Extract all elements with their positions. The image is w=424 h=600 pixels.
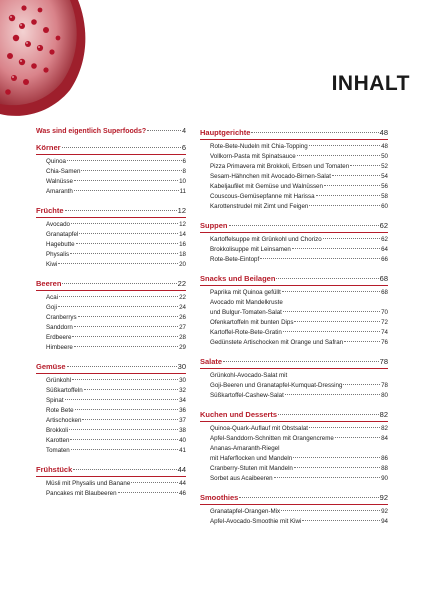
- page-title: INHALT: [331, 72, 410, 95]
- toc-section-heading[interactable]: [200, 128, 388, 138]
- entry-page: 30: [179, 377, 186, 384]
- entry-label: Physalis: [46, 251, 70, 258]
- dot-leader: [82, 419, 178, 420]
- toc-section-heading[interactable]: [36, 279, 186, 289]
- dot-leader: [316, 195, 381, 196]
- entry-label: Sesam-Hähnchen mit Avocado-Birnen-Salat: [210, 173, 331, 180]
- entry-label: Süßkartoffeln: [46, 387, 83, 394]
- toc-left-column: [36, 128, 186, 508]
- entry-label: Walnüsse: [46, 178, 73, 185]
- toc-entry[interactable]: [200, 464, 388, 474]
- entry-label: Pizza Primavera mit Brokkoli, Erbsen und Tomaten: [210, 163, 350, 170]
- toc-section-heading[interactable]: [200, 221, 388, 231]
- dot-leader: [260, 258, 380, 259]
- entry-page: 29: [179, 344, 186, 351]
- entry-page: 66: [381, 256, 388, 263]
- entry-page: 40: [179, 437, 186, 444]
- dot-leader: [76, 243, 179, 244]
- entry-label: Tomaten: [46, 447, 70, 454]
- toc-section: [36, 465, 186, 499]
- dot-leader: [69, 429, 178, 430]
- dot-leader: [62, 283, 176, 284]
- dot-leader: [79, 233, 178, 234]
- toc-entry[interactable]: [200, 444, 388, 454]
- dot-leader: [229, 225, 379, 226]
- toc-entry[interactable]: [36, 406, 186, 416]
- entry-page: 48: [381, 143, 388, 150]
- entry-label: Himbeere: [46, 344, 73, 351]
- dot-leader: [58, 263, 178, 264]
- toc-section: [200, 357, 388, 401]
- entry-page: 27: [179, 324, 186, 331]
- entry-page: 52: [381, 163, 388, 170]
- entry-label: Grünkohl: [46, 377, 72, 384]
- dot-leader: [294, 321, 380, 322]
- toc-section: [36, 362, 186, 456]
- dot-leader: [78, 316, 179, 317]
- entry-page: 62: [381, 236, 388, 243]
- dot-leader: [274, 477, 381, 478]
- toc-intro-entry[interactable]: [36, 128, 186, 135]
- dot-leader: [70, 439, 178, 440]
- toc-section: [200, 410, 388, 484]
- dot-leader: [84, 389, 178, 390]
- section-divider: [200, 285, 388, 286]
- toc-section-heading[interactable]: [200, 274, 388, 284]
- dot-leader: [74, 180, 178, 181]
- entry-page: 80: [381, 392, 388, 399]
- entry-label: Kabeljaufilet mit Gemüse und Walnüssen: [210, 183, 323, 190]
- toc-entry[interactable]: [36, 220, 186, 230]
- entry-label: Apfel-Avocado-Smoothie mit Kiwi: [210, 518, 302, 525]
- toc-entry[interactable]: [200, 288, 388, 298]
- toc-entry[interactable]: [36, 489, 186, 499]
- dot-leader: [73, 469, 176, 470]
- entry-label: Rote-Bete-Nudeln mit Chia-Topping: [210, 143, 308, 150]
- entry-label: Erdbeere: [46, 334, 72, 341]
- dot-leader: [276, 278, 378, 279]
- entry-page: 11: [179, 188, 186, 195]
- section-page: 30: [177, 362, 186, 371]
- dot-leader: [223, 361, 379, 362]
- toc-right-column: [200, 128, 388, 536]
- toc-entry[interactable]: [200, 162, 388, 172]
- entry-page: 94: [381, 518, 388, 525]
- toc-intro-label: Was sind eigentlich Superfoods?: [36, 128, 147, 135]
- entry-page: 82: [381, 425, 388, 432]
- toc-entry[interactable]: [200, 391, 388, 401]
- entry-label: Müsli mit Physalis und Banane: [46, 480, 131, 487]
- dot-leader: [283, 331, 380, 332]
- toc-section: [200, 274, 388, 348]
- toc-entry[interactable]: [36, 333, 186, 343]
- toc-entry[interactable]: [36, 230, 186, 240]
- section-page: 44: [177, 465, 186, 474]
- dot-leader: [309, 145, 380, 146]
- entry-page: 10: [179, 178, 186, 185]
- entry-page: 68: [381, 289, 388, 296]
- section-page: 68: [379, 274, 388, 283]
- section-divider: [200, 139, 388, 140]
- dot-leader: [294, 467, 380, 468]
- dot-leader: [62, 147, 181, 148]
- section-divider: [200, 504, 388, 505]
- dot-leader: [71, 449, 178, 450]
- entry-page: 74: [381, 329, 388, 336]
- toc-entry[interactable]: [36, 260, 186, 270]
- section-divider: [200, 421, 388, 422]
- toc-section-heading[interactable]: [36, 143, 186, 153]
- toc-section-heading[interactable]: [36, 206, 186, 216]
- entry-page: 58: [381, 193, 388, 200]
- section-divider: [200, 232, 388, 233]
- entry-label: Avocado: [46, 221, 70, 228]
- toc-entry[interactable]: [200, 434, 388, 444]
- entry-label: Quinoa: [46, 158, 66, 165]
- section-title: Salate: [200, 357, 223, 366]
- dot-leader: [323, 238, 380, 239]
- toc-section-heading[interactable]: [36, 465, 186, 475]
- section-page: 78: [379, 357, 388, 366]
- dot-leader: [282, 291, 380, 292]
- section-page: 22: [177, 279, 186, 288]
- toc-entry[interactable]: [36, 376, 186, 386]
- entry-label: Rote Bete: [46, 407, 74, 414]
- dot-leader: [67, 366, 177, 367]
- toc-section: [36, 279, 186, 353]
- entry-page: 32: [179, 387, 186, 394]
- toc-entry[interactable]: [36, 177, 186, 187]
- entry-label: Quinoa-Quark-Auflauf mit Obstsalat: [210, 425, 309, 432]
- entry-page: 86: [381, 455, 388, 462]
- toc-entry[interactable]: [200, 507, 388, 517]
- entry-page: 70: [381, 309, 388, 316]
- dot-leader: [72, 336, 178, 337]
- entry-label: Chia-Samen: [46, 168, 81, 175]
- toc-entry[interactable]: [200, 454, 388, 464]
- toc-section: [36, 143, 186, 197]
- dot-leader: [70, 253, 178, 254]
- entry-page: 84: [381, 435, 388, 442]
- entry-page: 41: [179, 447, 186, 454]
- entry-page: 14: [179, 231, 186, 238]
- toc-entry[interactable]: [36, 436, 186, 446]
- entry-page: 38: [179, 427, 186, 434]
- entry-page: 46: [179, 490, 186, 497]
- toc-section-heading[interactable]: [200, 357, 388, 367]
- entry-page: 90: [381, 475, 388, 482]
- toc-entry[interactable]: [200, 172, 388, 182]
- dot-leader: [324, 185, 380, 186]
- entry-label: Karottenstrudel mit Zimt und Feigen: [210, 203, 309, 210]
- entry-page: 64: [381, 246, 388, 253]
- toc-entry[interactable]: [200, 298, 388, 308]
- section-title: Beeren: [36, 279, 62, 288]
- entry-page: 34: [179, 397, 186, 404]
- dot-leader: [67, 160, 182, 161]
- dot-leader: [71, 223, 178, 224]
- dot-leader: [65, 210, 177, 211]
- toc-entry[interactable]: [36, 167, 186, 177]
- entry-label: Goji: [46, 304, 58, 311]
- dot-leader: [251, 132, 378, 133]
- entry-label: Hagebutte: [46, 241, 75, 248]
- dot-leader: [131, 482, 178, 483]
- toc-entry[interactable]: [36, 157, 186, 167]
- toc-entry[interactable]: [200, 371, 388, 381]
- dot-leader: [293, 457, 380, 458]
- toc-entry[interactable]: [200, 517, 388, 527]
- dot-leader: [278, 414, 379, 415]
- entry-page: 72: [381, 319, 388, 326]
- toc-entry[interactable]: [36, 250, 186, 260]
- entry-label: Kiwi: [46, 261, 58, 268]
- toc-entry[interactable]: [200, 308, 388, 318]
- entry-page: 8: [182, 168, 186, 175]
- toc-entry[interactable]: [200, 192, 388, 202]
- entry-label: Rote-Bete-Eintopf: [210, 256, 260, 263]
- entry-label: Kartoffelsuppe mit Grünkohl und Chorizo: [210, 236, 322, 243]
- section-title: Smoothies: [200, 493, 239, 502]
- entry-label: Artischocken: [46, 417, 82, 424]
- toc-entry[interactable]: [36, 323, 186, 333]
- toc-entry[interactable]: [36, 416, 186, 426]
- toc-section-heading[interactable]: [200, 493, 388, 503]
- entry-label: Granatapfel-Orangen-Mix: [210, 508, 281, 515]
- section-title: Körner: [36, 143, 61, 152]
- toc-entry[interactable]: [200, 381, 388, 391]
- dot-leader: [118, 492, 179, 493]
- entry-page: 44: [179, 480, 186, 487]
- dot-leader: [239, 497, 378, 498]
- toc-entry[interactable]: [36, 343, 186, 353]
- toc-entry[interactable]: [36, 240, 186, 250]
- dot-leader: [309, 427, 380, 428]
- entry-page: 92: [381, 508, 388, 515]
- entry-label: Avocado mit Mandelkruste: [210, 299, 283, 306]
- entry-label: Sanddorn: [46, 324, 73, 331]
- toc-entry[interactable]: [200, 142, 388, 152]
- section-page: 12: [177, 206, 186, 215]
- dot-leader: [344, 341, 380, 342]
- toc-entry[interactable]: [200, 424, 388, 434]
- pomegranate-image: [0, 0, 90, 118]
- entry-page: 20: [179, 261, 186, 268]
- entry-page: 6: [182, 158, 186, 165]
- dot-leader: [281, 510, 380, 511]
- section-divider: [36, 290, 186, 291]
- toc-section: [36, 206, 186, 270]
- entry-page: 78: [381, 382, 388, 389]
- dot-leader: [74, 326, 178, 327]
- entry-label: Karotten: [46, 437, 70, 444]
- section-title: Frühstück: [36, 465, 73, 474]
- entry-label: Cranberrys: [46, 314, 77, 321]
- dot-leader: [75, 409, 179, 410]
- entry-label: Apfel-Sanddorn-Schnitten mit Orangencreme: [210, 435, 334, 442]
- section-title: Snacks und Beilagen: [200, 274, 276, 283]
- dot-leader: [65, 399, 179, 400]
- entry-label: Cranberry-Stuten mit Mandeln: [210, 465, 293, 472]
- section-page: 6: [181, 143, 186, 152]
- entry-label: Brokkolisuppe mit Leinsamen: [210, 246, 291, 253]
- dot-leader: [147, 130, 181, 131]
- dot-leader: [74, 346, 178, 347]
- dot-leader: [292, 248, 380, 249]
- toc-entry[interactable]: [36, 426, 186, 436]
- entry-label: Ofenkartoffeln mit bunten Dips: [210, 319, 294, 326]
- entry-page: 26: [179, 314, 186, 321]
- dot-leader: [81, 170, 181, 171]
- dot-leader: [343, 384, 380, 385]
- dot-leader: [59, 296, 178, 297]
- dot-leader: [297, 155, 380, 156]
- dot-leader: [350, 165, 380, 166]
- entry-label: Amaranth: [46, 188, 73, 195]
- entry-label: Grünkohl-Avocado-Salat mit: [210, 372, 288, 379]
- toc-entry[interactable]: [36, 396, 186, 406]
- toc-section: [200, 221, 388, 265]
- toc-entry[interactable]: [200, 474, 388, 484]
- entry-label: mit Haferflocken und Mandeln: [210, 455, 293, 462]
- toc-entry[interactable]: [36, 187, 186, 197]
- toc-entry[interactable]: [200, 182, 388, 192]
- entry-label: Brokkoli: [46, 427, 69, 434]
- entry-label: Gedünstete Artischocken mit Orange und Safran: [210, 339, 344, 346]
- entry-label: Pancakes mit Blaubeeren: [46, 490, 117, 497]
- dot-leader: [335, 437, 380, 438]
- entry-page: 18: [179, 251, 186, 258]
- entry-label: Granatapfel: [46, 231, 79, 238]
- entry-label: Paprika mit Quinoa gefüllt: [210, 289, 281, 296]
- entry-label: Süßkartoffel-Cashew-Salat: [210, 392, 284, 399]
- entry-page: 37: [179, 417, 186, 424]
- toc-intro-page: 4: [182, 128, 186, 135]
- dot-leader: [72, 379, 178, 380]
- toc-entry[interactable]: [36, 303, 186, 313]
- entry-label: Spinat: [46, 397, 64, 404]
- toc-entry[interactable]: [200, 202, 388, 212]
- entry-page: 28: [179, 334, 186, 341]
- entry-label: Couscous-Gemüsepfanne mit Harissa: [210, 193, 315, 200]
- entry-page: 24: [179, 304, 186, 311]
- entry-label: Ananas-Amaranth-Riegel: [210, 445, 280, 452]
- entry-label: Acai: [46, 294, 59, 301]
- section-title: Früchte: [36, 206, 64, 215]
- entry-page: 60: [381, 203, 388, 210]
- section-page: 62: [379, 221, 388, 230]
- toc-entry[interactable]: [36, 446, 186, 456]
- entry-page: 54: [381, 173, 388, 180]
- toc-section: [200, 493, 388, 527]
- entry-page: 36: [179, 407, 186, 414]
- section-title: Gemüse: [36, 362, 66, 371]
- entry-page: 50: [381, 153, 388, 160]
- dot-leader: [58, 306, 178, 307]
- entry-label: Sorbet aus Acaibeeren: [210, 475, 273, 482]
- toc-entry[interactable]: [200, 328, 388, 338]
- dot-leader: [302, 520, 380, 521]
- toc-entry[interactable]: [36, 313, 186, 323]
- toc-section-heading[interactable]: [200, 410, 388, 420]
- toc-entry[interactable]: [36, 386, 186, 396]
- section-divider: [36, 217, 186, 218]
- entry-page: 12: [179, 221, 186, 228]
- section-title: Kuchen und Desserts: [200, 410, 278, 419]
- section-divider: [36, 373, 186, 374]
- section-page: 82: [379, 410, 388, 419]
- toc-entry[interactable]: [200, 235, 388, 245]
- dot-leader: [309, 205, 380, 206]
- dot-leader: [332, 175, 380, 176]
- toc-entry[interactable]: [200, 245, 388, 255]
- section-title: Suppen: [200, 221, 228, 230]
- section-title: Hauptgerichte: [200, 128, 251, 137]
- toc-entry[interactable]: [200, 318, 388, 328]
- entry-label: und Bulgur-Tomaten-Salat: [210, 309, 282, 316]
- dot-leader: [283, 311, 380, 312]
- section-divider: [36, 154, 186, 155]
- entry-page: 76: [381, 339, 388, 346]
- entry-page: 56: [381, 183, 388, 190]
- toc-section-heading[interactable]: [36, 362, 186, 372]
- entry-label: Goji-Beeren und Granatapfel-Kumquat-Dressing: [210, 382, 343, 389]
- toc-entry[interactable]: [200, 338, 388, 348]
- dot-leader: [74, 190, 179, 191]
- entry-label: Vollkorn-Pasta mit Spinatsauce: [210, 153, 296, 160]
- toc-entry[interactable]: [36, 479, 186, 489]
- toc-section: [200, 128, 388, 212]
- entry-page: 88: [381, 465, 388, 472]
- section-page: 48: [379, 128, 388, 137]
- section-page: 92: [379, 493, 388, 502]
- toc-entry[interactable]: [36, 293, 186, 303]
- section-divider: [200, 368, 388, 369]
- toc-entry[interactable]: [200, 152, 388, 162]
- toc-entry[interactable]: [200, 255, 388, 265]
- entry-label: Kartoffel-Rote-Bete-Gratin: [210, 329, 282, 336]
- entry-page: 16: [179, 241, 186, 248]
- entry-page: 22: [179, 294, 186, 301]
- section-divider: [36, 476, 186, 477]
- dot-leader: [285, 394, 380, 395]
